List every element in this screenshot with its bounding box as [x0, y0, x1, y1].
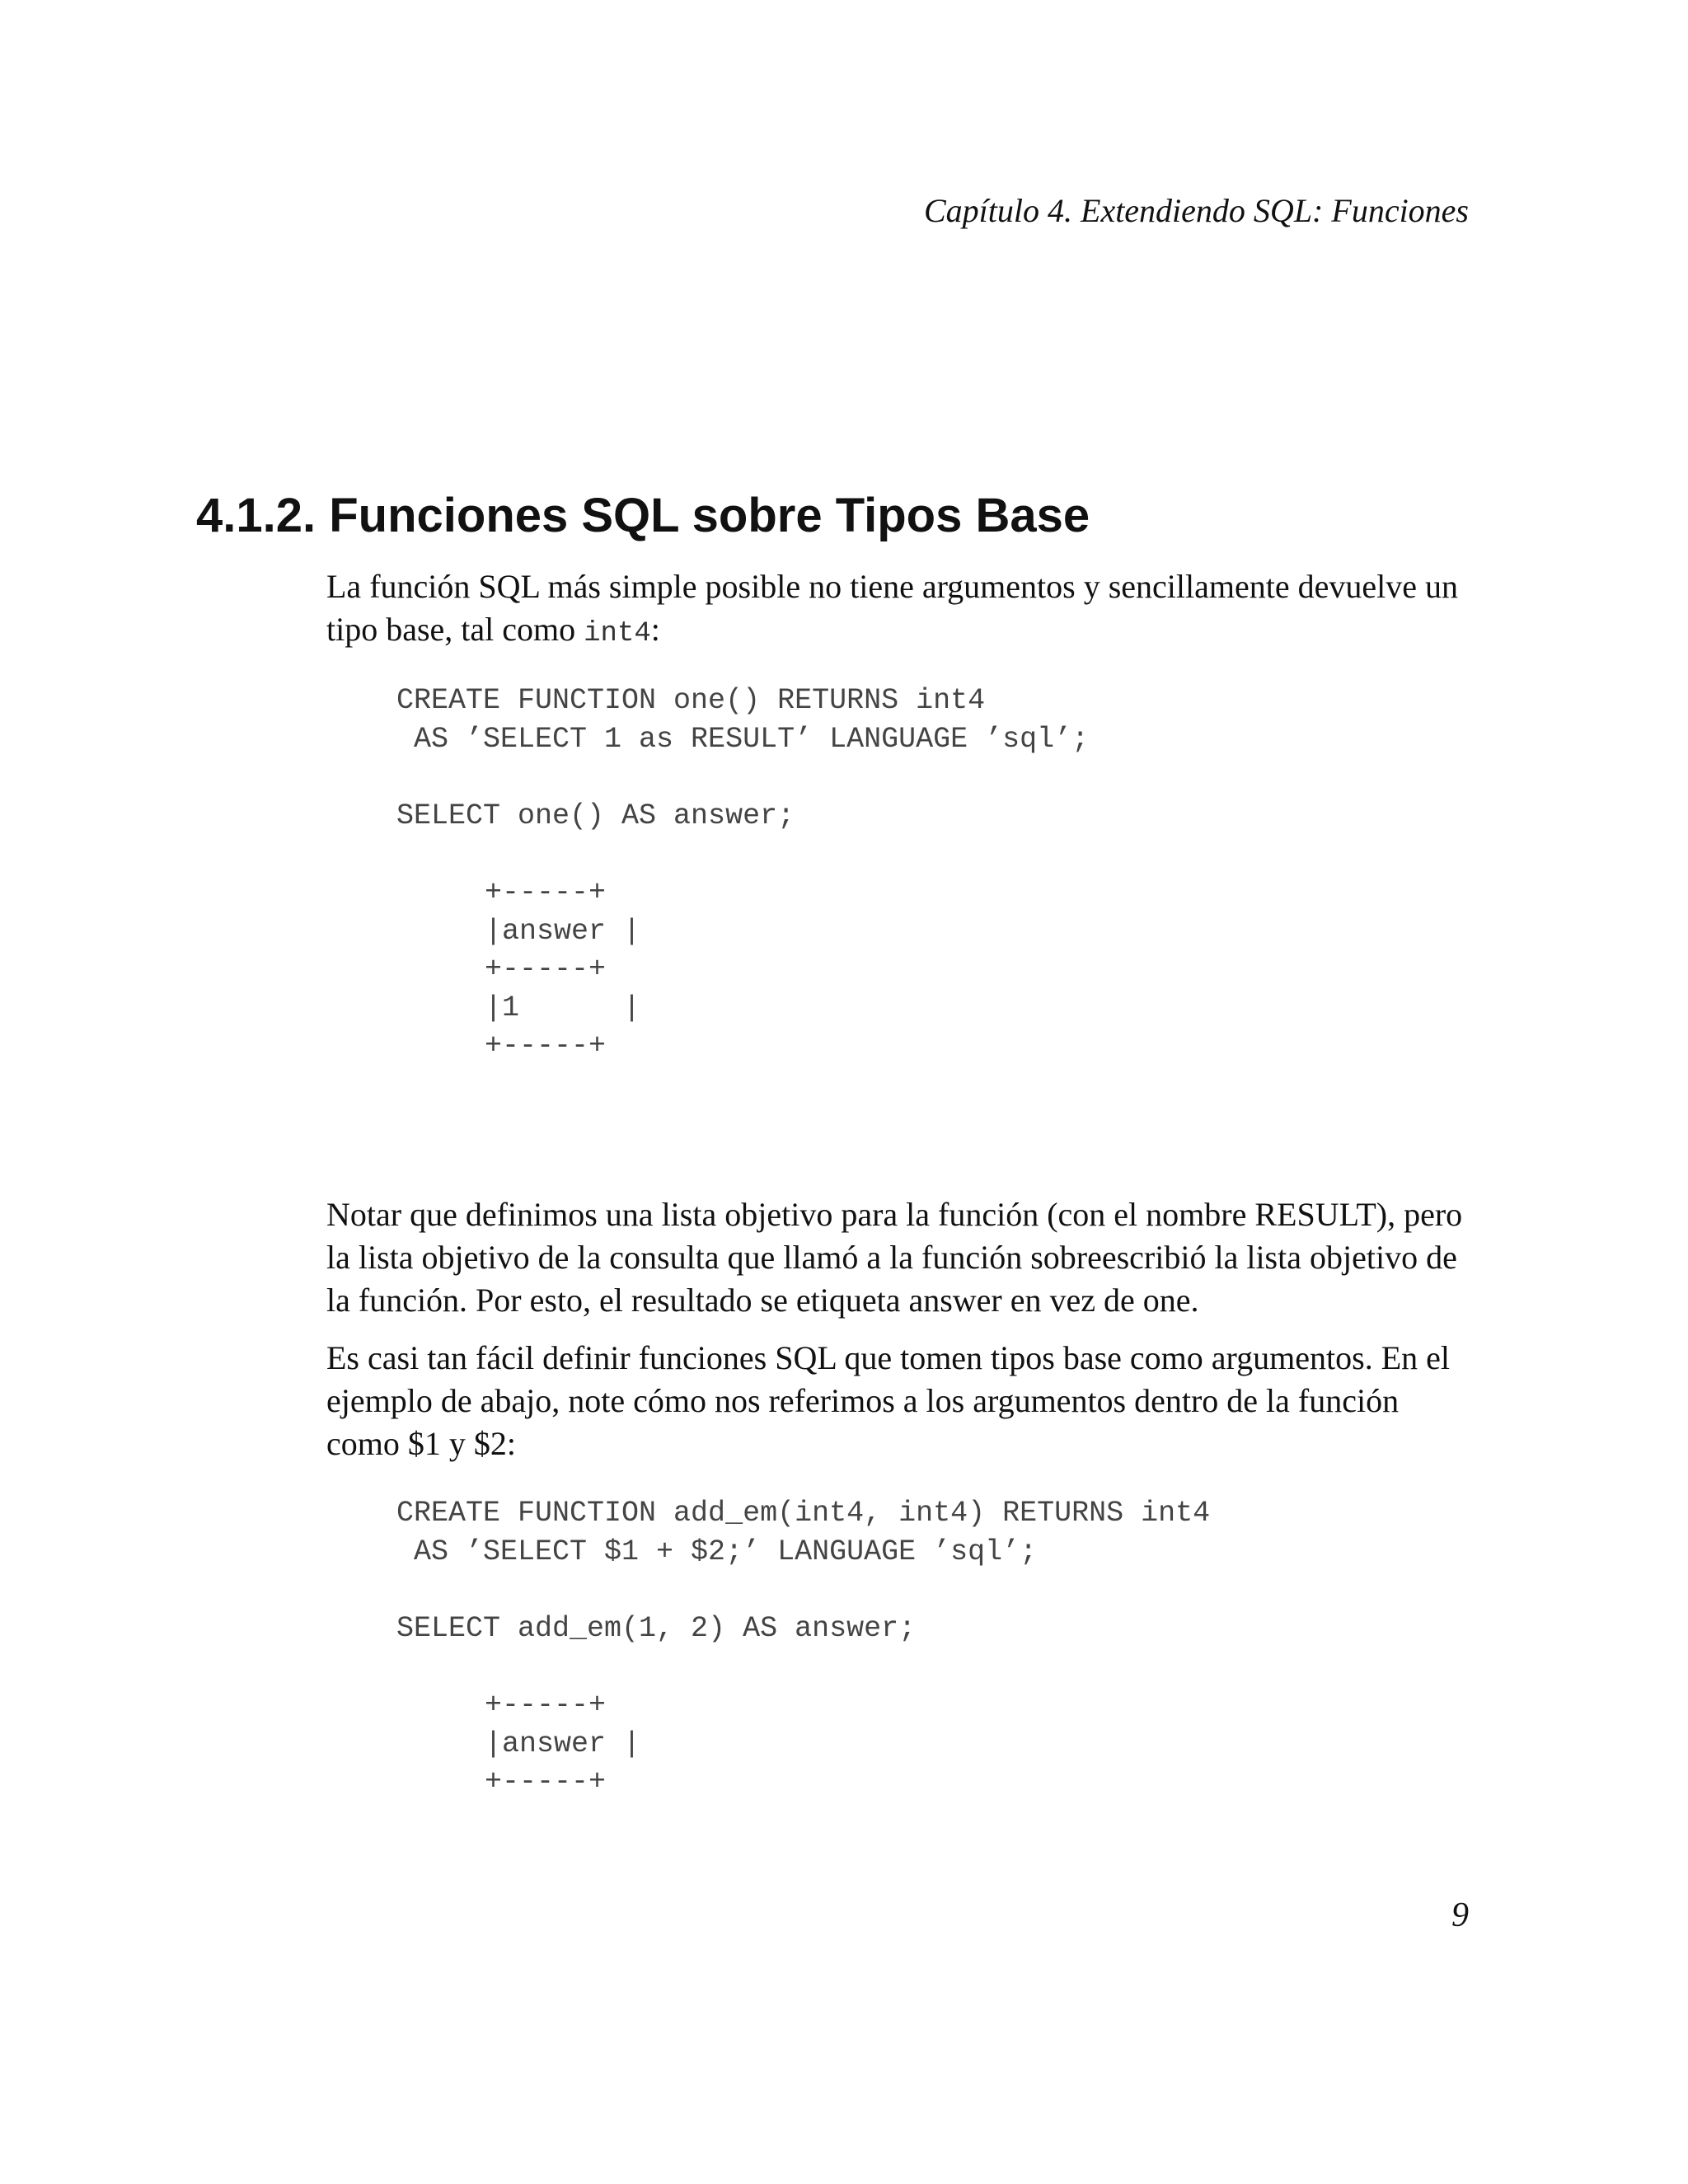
intro-paragraph	[326, 565, 1474, 655]
intro-text-end: :	[650, 611, 660, 648]
arguments-paragraph: Es casi tan fácil definir funciones SQL que tomen tipos base como argumentos. En el ejemplo de abajo, note cómo nos referimos a los argumentos dentro de la función como $1 y $2:	[326, 1339, 1450, 1462]
code-block-one-function: CREATE FUNCTION one() RETURNS int4 AS ’SELECT 1 as RESULT’ LANGUAGE ’sql’; SELECT one() AS answer;	[396, 684, 1090, 832]
code-result-table-add-em: +-----+ |answer | +-----+	[485, 1689, 641, 1798]
code-block-add-em-function: CREATE FUNCTION add_em(int4, int4) RETURNS int4 AS ’SELECT $1 + $2;’ LANGUAGE ’sql’; SELECT add_em(1, 2) AS answer;	[396, 1497, 1211, 1645]
intro-text: La función SQL más simple posible no tiene argumentos y sencillamente devuelve un tipo base, tal como	[326, 568, 1459, 648]
running-header: Capítulo 4. Extendiendo SQL: Funciones	[923, 192, 1469, 229]
section-title: 4.1.2. Funciones SQL sobre Tipos Base	[196, 489, 1090, 542]
inline-code-int4: int4	[584, 618, 651, 649]
code-result-table-one: +-----+ |answer | +-----+ |1 | +-----+	[485, 876, 641, 1062]
explanation-paragraph: Notar que definimos una lista objetivo para la función (con el nombre RESULT), pero la lista objetivo de la consulta que llamó a la función sobreescribió la lista objetivo de la función. Por esto, el resultado se etiqueta answer en vez de one.	[326, 1196, 1463, 1319]
page-number: 9	[1451, 1896, 1469, 1934]
